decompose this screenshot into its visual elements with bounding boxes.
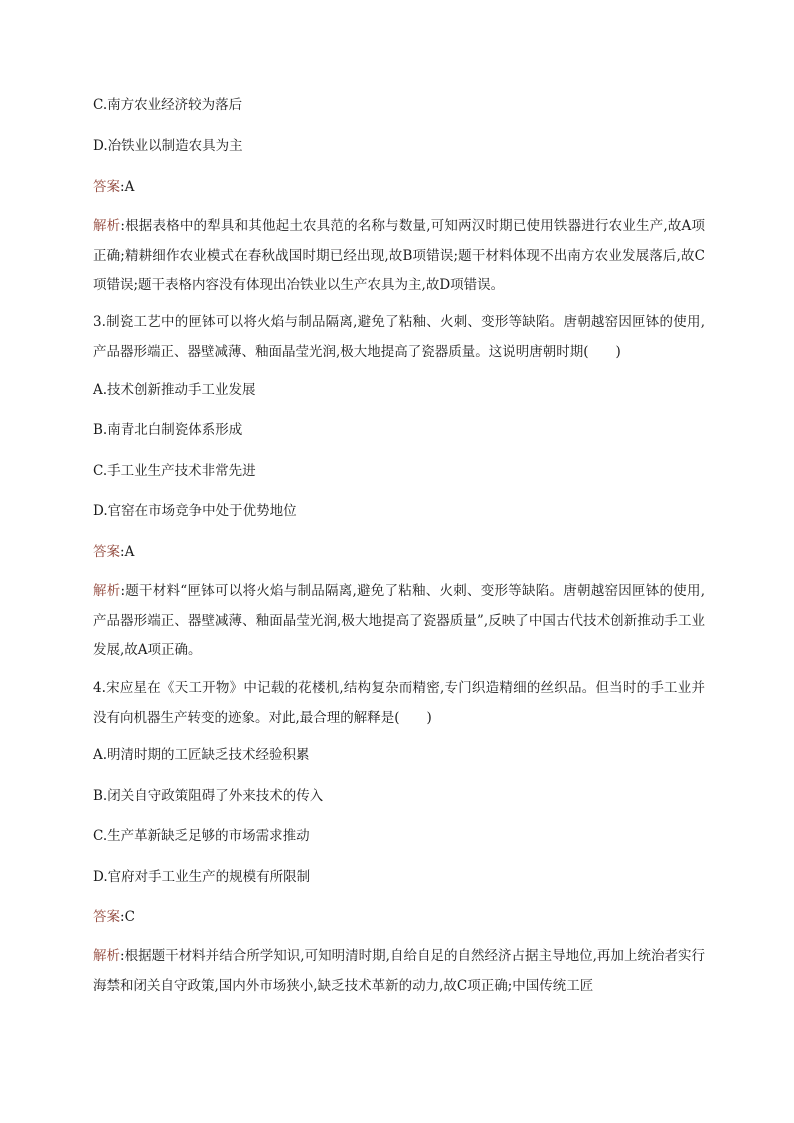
answer-label: 答案 — [93, 909, 120, 925]
analysis-separator: : — [120, 218, 125, 234]
q3-analysis — [93, 577, 705, 666]
answer-separator: : — [120, 544, 125, 560]
analysis-separator: : — [120, 948, 125, 964]
q3-stem: 3.制瓷工艺中的匣钵可以将火焰与制品隔离,避免了粘釉、火刺、变形等缺陷。唐朝越窑因匣钵的使用,产品器形端正、器壁减薄、釉面晶莹光润,极大地提高了瓷器质量。这说明唐朝时期( ) — [93, 314, 705, 360]
analysis-label: 解析 — [93, 218, 121, 234]
analysis-text: 根据题干材料并结合所学知识,可知明清时期,自给自足的自然经济占据主导地位,再加上统治者实行海禁和闭关自守政策,国内外市场狭小,缺乏技术革新的动力,故C项正确;中国传统工匠 — [93, 948, 706, 994]
answer-separator: : — [120, 179, 125, 195]
q4-stem: 4.宋应星在《天工开物》中记载的花楼机,结构复杂而精密,专门织造精细的丝织品。但当时的手工业并没有向机器生产转变的迹象。对此,最合理的解释是( ) — [93, 680, 705, 726]
q2-option-d: D.冶铁业以制造农具为主 — [93, 138, 243, 154]
q2-answer — [93, 177, 705, 197]
analysis-text: 根据表格中的犁具和其他起土农具范的名称与数量,可知两汉时期已使用铁器进行农业生产,故A项正确;精耕细作农业模式在春秋战国时期已经出现,故B项错误;题干材料体现不出南方农业发展落后,故C项错误;题干表格内容没有体现出冶铁业以生产农具为主,故D项错误。 — [93, 218, 705, 293]
q4-option-a: A.明清时期的工匠缺乏技术经验积累 — [93, 747, 310, 763]
q4-option-d: D.官府对手工业生产的规模有所限制 — [93, 869, 311, 885]
q4-option-c: C.生产革新缺乏足够的市场需求推动 — [93, 828, 310, 844]
analysis-label: 解析 — [93, 583, 121, 599]
answer-separator: : — [120, 909, 125, 925]
analysis-separator: : — [120, 583, 126, 599]
q4-answer — [93, 907, 705, 927]
analysis-label: 解析 — [93, 948, 121, 964]
q2-option-c: C.南方农业经济较为落后 — [93, 97, 243, 113]
q2-analysis — [93, 212, 705, 301]
answer-value: C — [124, 909, 135, 925]
q3-answer — [93, 542, 705, 562]
answer-label: 答案 — [93, 544, 120, 560]
answer-label: 答案 — [93, 179, 120, 195]
answer-value: A — [124, 179, 135, 195]
q3-option-d: D.官窑在市场竞争中处于优势地位 — [93, 503, 297, 519]
q3-option-c: C.手工业生产技术非常先进 — [93, 463, 256, 479]
q4-analysis — [93, 942, 705, 1001]
q3-option-b: B.南青北白制瓷体系形成 — [93, 422, 243, 438]
answer-value: A — [124, 544, 135, 560]
q4-option-b: B.闭关自守政策阻碍了外来技术的传入 — [93, 788, 324, 804]
q3-option-a: A.技术创新推动手工业发展 — [93, 382, 256, 398]
analysis-text: 题干材料“匣钵可以将火焰与制品隔离,避免了粘釉、火刺、变形等缺陷。唐朝越窑因匣钵的使用,产品器形端正、器壁减薄、釉面晶莹光润,极大地提高了瓷器质量”,反映了中国古代技术创新推动手工业发展,故A项正确。 — [93, 583, 706, 658]
